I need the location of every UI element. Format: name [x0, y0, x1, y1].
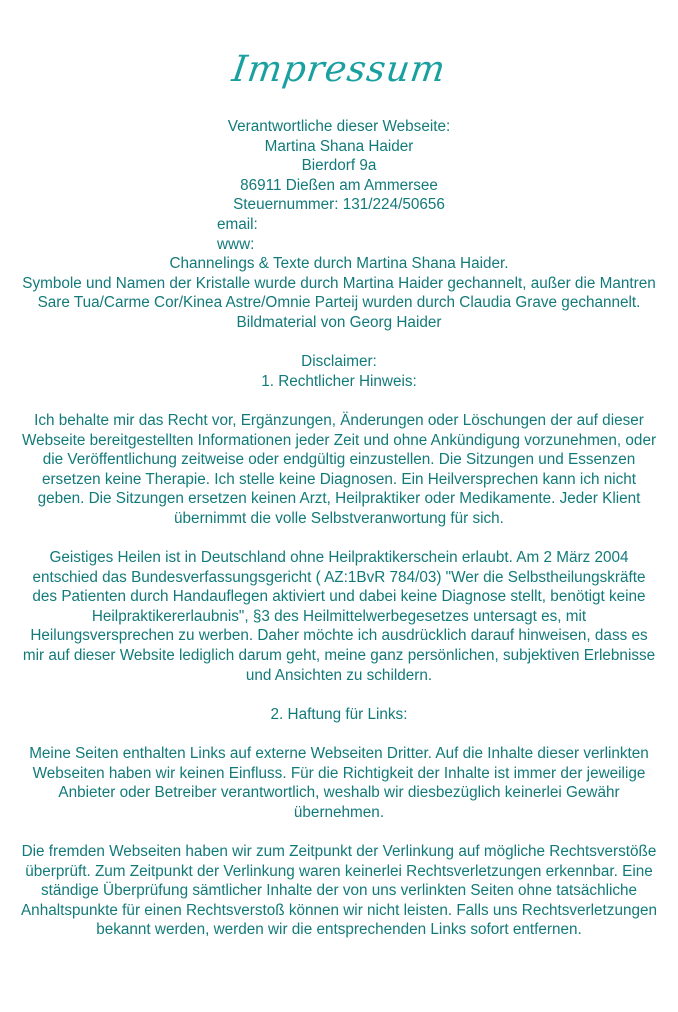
external-links-paragraph: Meine Seiten enthalten Links auf externe Webseiten Dritter. Auf die Inhalte dieser verlinkten Webseiten haben wir keinen Einfluss. Für die Richtigkeit der Inhalte ist immer der jeweilige Anbieter oder Betreiber verantwortlich, weshalb wir diesbezüglich keinerlei Gewähr übernehmen.	[29, 745, 649, 821]
www-row	[20, 235, 658, 255]
link-liability-heading: 2. Haftung für Links:	[270, 705, 408, 723]
responsible-label: Verantwortliche dieser Webseite:	[227, 118, 451, 135]
spacer	[20, 333, 658, 353]
www-label: www:	[217, 235, 255, 253]
street-address: Bierdorf 9a	[301, 157, 377, 175]
link-review-paragraph: Die fremden Webseiten haben wir zum Zeitpunkt der Verlinkung auf mögliche Rechtsverstöße überprüft. Zum Zeitpunkt der Verlinkung waren keinerlei Rechtsverletzungen erkennbar. Eine ständige Überprüfung sämtlicher Inhalte der von uns verlinkten Seiten ohne tatsächliche Anhaltspunkte für einen Rechtsverstoß können wir nicht leisten. Falls uns Rechtsverletzungen bekannt werden, werden wir die entsprechenden Links sofort entfernen.	[20, 842, 657, 939]
legal-notice-heading: 1. Rechtlicher Hinweis:	[261, 372, 417, 390]
images-credit: Bildmaterial von Georg Haider	[236, 313, 442, 331]
city-address: 86911 Dießen am Ammersee	[240, 176, 438, 194]
spacer	[20, 724, 658, 744]
symbols-credit: Symbole und Namen der Kristalle wurde durch Martina Haider gechannelt, außer die Mantren Sare Tua/Carme Cor/Kinea Astre/Omnie Parteij wurden durch Claudia Grave gechannelt.	[22, 274, 656, 312]
owner-name: Martina Shana Haider	[264, 137, 414, 155]
email-label: email:	[217, 215, 258, 233]
email-row	[20, 215, 658, 235]
spacer	[20, 528, 658, 548]
healing-notice-paragraph: Geistiges Heilen ist in Deutschland ohne Heilpraktikerschein erlaubt. Am 2 März 2004 entschied das Bundesverfassungsgericht ( AZ:1BvR 784/03) "Wer die Selbstheilungskräfte des Patienten durch Handauflegen aktiviert und dabei keine Diagnose stellt, benötigt keine Heilpraktikererlaubnis", §3 des Heilmittelwerbegesetzes untersagt es, mit Heilungsversprechen zu werben. Daher möchte ich ausdrücklich darauf hinweisen, dass es mir auf dieser Website lediglich darum geht, meine ganz persönlichen, subjektiven Erlebnisse und Ansichten zu schildern.	[22, 549, 656, 684]
spacer	[20, 685, 658, 705]
tax-number: Steuernummer: 131/224/50656	[233, 196, 445, 214]
imprint-content	[20, 117, 658, 940]
spacer	[20, 391, 658, 411]
page-title: Impressum	[229, 49, 449, 90]
legal-notice-paragraph: Ich behalte mir das Recht vor, Ergänzungen, Änderungen oder Löschungen der auf dieser Webseite bereitgestellten Informationen jeder Zeit und ohne Ankündigung vorzunehmen, oder die Veröffentlichung zeitweise oder endgültig einzustellen. Die Sitzungen und Essenzen ersetzen keine Therapie. Ich stelle keine Diagnosen. Ein Heilversprechen kann ich nicht geben. Die Sitzungen ersetzen keinen Arzt, Heilpraktiker oder Medikamente. Jeder Klient übernimmt die volle Selbstveranwortung für sich.	[21, 411, 657, 527]
disclaimer-heading: Disclaimer:	[301, 353, 377, 371]
channelings-credit: Channelings & Texte durch Martina Shana Haider.	[169, 255, 509, 273]
spacer	[20, 822, 658, 842]
